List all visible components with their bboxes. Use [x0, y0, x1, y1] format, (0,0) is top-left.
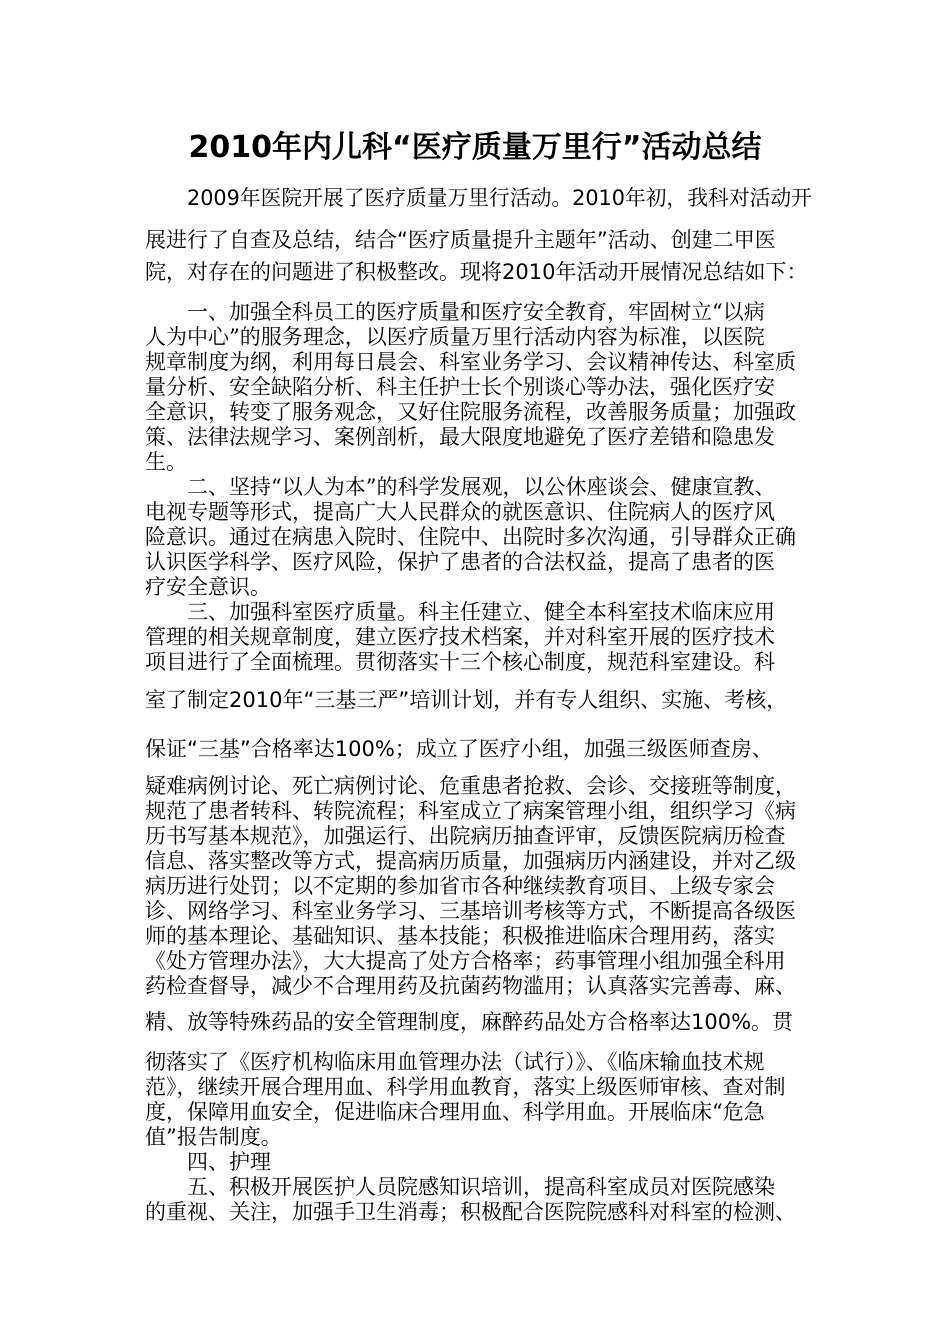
- paragraph-line: 病历进行处罚；以不定期的参加省市各种继续教育项目、上级专家会: [145, 874, 775, 898]
- paragraph-line: 《处方管理办法》，大大提高了处方合格率；药事管理小组加强全科用: [145, 949, 786, 973]
- paragraph-line: 电视专题等形式，提高广大人民群众的就医意识、住院病人的医疗风: [145, 500, 775, 524]
- paragraph-line: 规章制度为纲，利用每日晨会、科室业务学习、会议精神传达、科室质: [145, 350, 796, 374]
- paragraph-line: 疗安全意识。: [145, 575, 271, 599]
- paragraph-line: 师的基本理论、基础知识、基本技能；积极推进临床合理用药，落实: [145, 924, 775, 948]
- paragraph-line: 信息、落实整改等方式，提高病历质量，加强病历内涵建设，并对乙级: [145, 849, 796, 873]
- paragraph-line: 度，保障用血安全，促进临床合理用血、科学用血。开展临床“危急: [145, 1100, 765, 1124]
- paragraph-line: 值”报告制度。: [145, 1125, 282, 1149]
- paragraph-line: 生。: [145, 450, 187, 474]
- paragraph-line: 项目进行了全面梳理。贯彻落实十三个核心制度，规范科室建设。科: [145, 650, 775, 674]
- document-title: [0, 126, 950, 170]
- paragraph-line: 认识医学科学、医疗风险，保护了患者的合法权益，提高了患者的医: [145, 550, 775, 574]
- paragraph-line: 疑难病例讨论、死亡病例讨论、危重患者抢救、会诊、交接班等制度，: [145, 774, 796, 798]
- paragraph-line: 诊、网络学习、科室业务学习、三基培训考核等方式，不断提高各级医: [145, 899, 796, 923]
- paragraph-line: 的重视、关注，加强手卫生消毒；积极配合医院院感科对科室的检测、: [145, 1200, 796, 1224]
- paragraph-line: 二、坚持“以人为本”的科学发展观，以公休座谈会、健康宣教、: [187, 475, 776, 499]
- paragraph-line: 保证“三基”合格率达100%；成立了医疗小组，加强三级医师查房、: [145, 737, 773, 761]
- paragraph-line: 人为中心”的服务理念，以医疗质量万里行活动内容为标准，以医院: [145, 325, 765, 349]
- paragraph-line: 一、加强全科员工的医疗质量和医疗安全教育，牢固树立“以病: [187, 300, 765, 324]
- paragraph-line: 规范了患者转科、转院流程；科室成立了病案管理小组，组织学习《病: [145, 799, 796, 823]
- paragraph-line: 室了制定2010年“三基三严”培训计划，并有专人组织、实施、考核，: [145, 688, 788, 712]
- paragraph-line: 五、积极开展医护人员院感知识培训，提高科室成员对医院感染: [187, 1175, 775, 1199]
- section-heading: 四、护理: [187, 1150, 271, 1174]
- paragraph-line: 精、放等特殊药品的安全管理制度，麻醉药品处方合格率达100%。贯: [145, 1010, 794, 1034]
- paragraph-line: 三、加强科室医疗质量。科主任建立、健全本科室技术临床应用: [187, 600, 775, 624]
- paragraph-line: 药检查督导，减少不合理用药及抗菌药物滥用；认真落实完善毒、麻、: [145, 974, 796, 998]
- paragraph-line: 历书写基本规范》，加强运行、出院病历抽查评审，反馈医院病历检查: [145, 824, 786, 848]
- paragraph-line: 全意识，转变了服务观念，又好住院服务流程，改善服务质量；加强政: [145, 400, 796, 424]
- paragraph-line: 院，对存在的问题进了积极整改。现将2010年活动开展情况总结如下：: [145, 260, 808, 284]
- paragraph-line: 2009年医院开展了医疗质量万里行活动。2010年初，我科对活动开: [187, 186, 812, 210]
- paragraph-line: 展进行了自查及总结，结合“医疗质量提升主题年”活动、创建二甲医: [145, 228, 776, 252]
- paragraph-line: 险意识。通过在病患入院时、住院中、出院时多次沟通，引导群众正确: [145, 525, 796, 549]
- paragraph-line: 量分析、安全缺陷分析、科主任护士长个别谈心等办法，强化医疗安: [145, 375, 775, 399]
- document-title-text: 2010年内儿科“医疗质量万里行”活动总结: [188, 130, 762, 165]
- paragraph-line: 彻落实了《医疗机构临床用血管理办法（试行）》、《临床输血技术规: [145, 1050, 765, 1074]
- paragraph-line: 策、法律法规学习、案例剖析，最大限度地避免了医疗差错和隐患发: [145, 425, 775, 449]
- paragraph-line: 范》，继续开展合理用血、科学用血教育，落实上级医师审核、查对制: [145, 1075, 786, 1099]
- paragraph-line: 管理的相关规章制度，建立医疗技术档案，并对科室开展的医疗技术: [145, 625, 775, 649]
